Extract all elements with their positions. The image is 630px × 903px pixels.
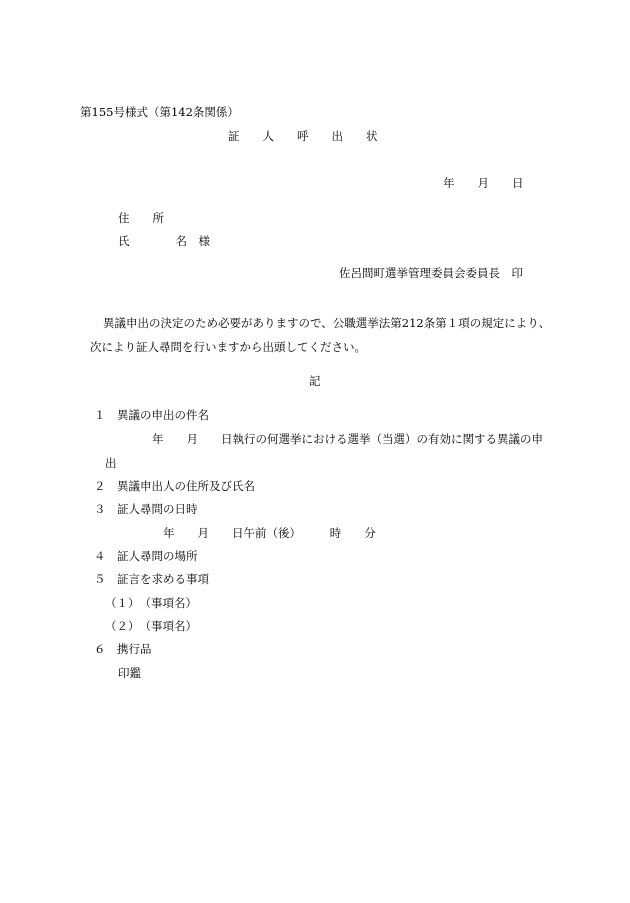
issuer-line: 佐呂間町選挙管理委員会委員長 印 (339, 266, 523, 280)
form-number: 第155号様式（第142条関係） (80, 105, 239, 119)
item-3-heading: ３ 証人尋問の日時 (94, 502, 198, 516)
item-1-heading: １ 異議の申出の件名 (94, 408, 209, 422)
document-title: 証 人 呼 出 状 (228, 129, 378, 143)
recipient-name: 氏 名 様 (118, 234, 210, 248)
item-4-heading: ４ 証人尋問の場所 (94, 549, 198, 563)
item-1-detail: 年 月 日執行の何選挙における選挙（当選）の有効に関する異議の申 (152, 432, 543, 446)
item-1-detail-cont: 出 (105, 456, 117, 470)
body-text-line-2: 次により証人尋問を行いますから出頭してください。 (90, 340, 366, 354)
ki-heading: 記 (309, 374, 321, 388)
item-6-detail: 印鑑 (118, 666, 141, 680)
item-6-heading: ６ 携行品 (94, 642, 152, 656)
item-5-sub-1: （１） （事項名） (105, 596, 197, 610)
item-2-heading: ２ 異議申出人の住所及び氏名 (94, 479, 255, 493)
item-3-detail: 年 月 日午前（後） 時 分 (163, 526, 376, 540)
recipient-address: 住 所 (118, 211, 164, 225)
date-line: 年 月 日 (443, 176, 524, 190)
item-5-heading: ５ 証言を求める事項 (94, 572, 209, 586)
body-text-line-1: 異議申出の決定のため必要がありますので、公職選挙法第212条第１項の規定により、 (103, 316, 551, 330)
item-5-sub-2: （２） （事項名） (105, 619, 197, 633)
